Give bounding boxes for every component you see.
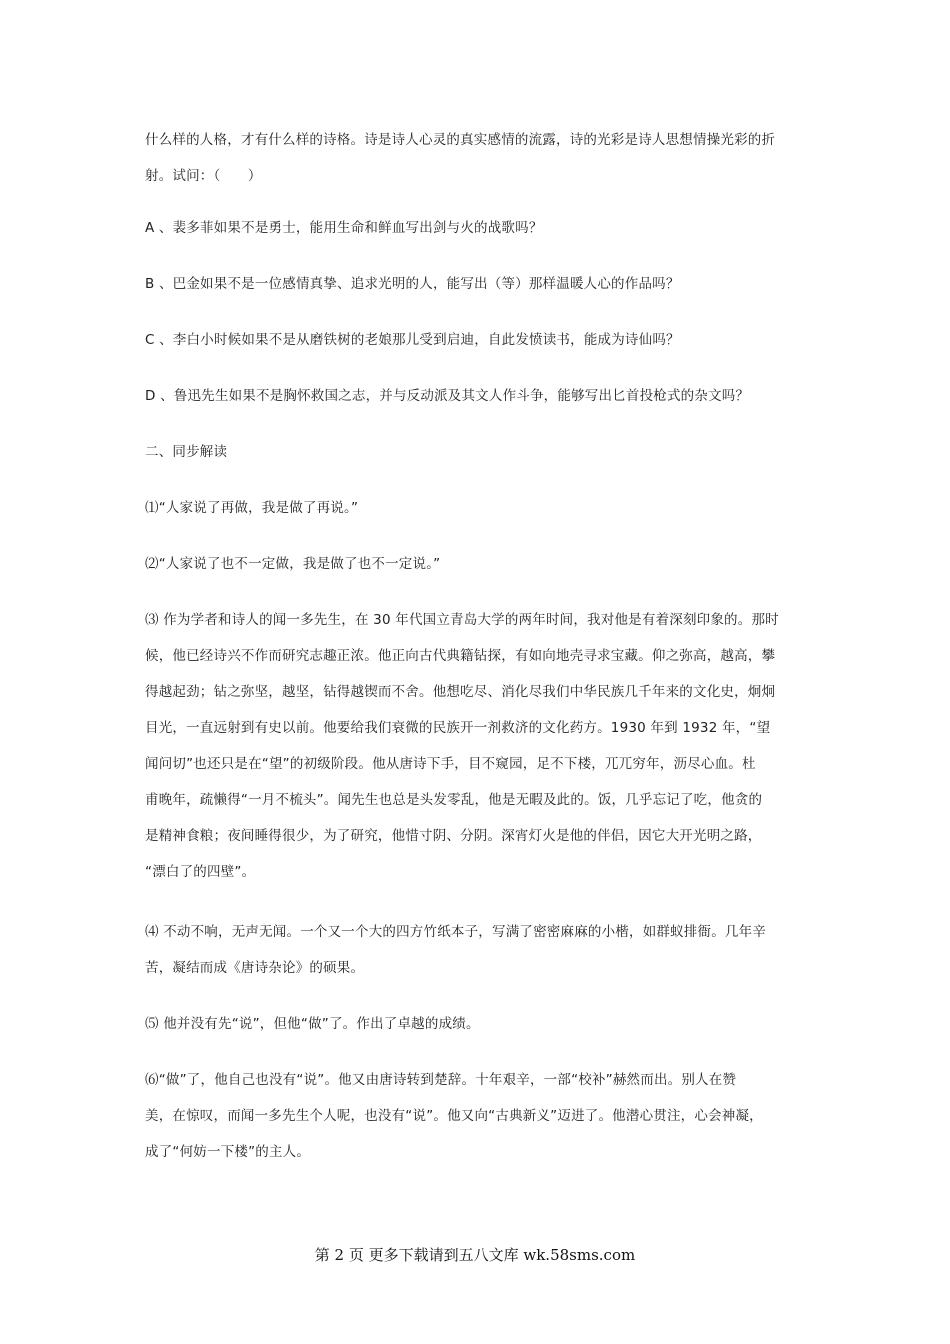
paragraph-line: 目光，一直远射到有史以前。他要给我们衰微的民族开一剂救济的文化药方。1930 年到 1932 年，“望 bbox=[145, 720, 771, 736]
paragraph-line: ⑶ 作为学者和诗人的闻一多先生，在 30 年代国立青岛大学的两年时间，我对他是有着深刻印象的。那时 bbox=[145, 612, 779, 628]
paragraph-line: 甫晚年，疏懒得“一月不梳头”。闻先生也总是头发零乱，他是无暇及此的。饭，几乎忘记了吃，他贪的 bbox=[145, 792, 763, 808]
section-heading: 二、同步解读 bbox=[145, 444, 228, 460]
paragraph-line: 成了“何妨一下楼”的主人。 bbox=[145, 1144, 311, 1160]
paragraph-line: 是精神食粮；夜间睡得很少，为了研究，他惜寸阴、分阴。深宵灯火是他的伴侣，因它大开光明之路， bbox=[145, 828, 762, 844]
option-b: B 、巴金如果不是一位感情真挚、追求光明的人，能写出（等）那样温暖人心的作品吗？ bbox=[145, 276, 680, 292]
paragraph-3 bbox=[145, 602, 817, 890]
paragraph-line: ⑹“做”了，他自己也没有“说”。他又由唐诗转到楚辞。十年艰辛，一部“校补”赫然而出。别人在赞 bbox=[145, 1072, 737, 1088]
paragraph-line: 苦，凝结而成《唐诗杂论》的硕果。 bbox=[145, 960, 365, 976]
paragraph-line: “漂白了的四壁”。 bbox=[145, 864, 256, 880]
intro-paragraph bbox=[145, 122, 817, 194]
intro-line: 射。试问：（ ） bbox=[145, 168, 262, 184]
paragraph-5: ⑸ 他并没有先“说”，但他“做”了。作出了卓越的成绩。 bbox=[145, 1016, 480, 1032]
option-d: D 、鲁迅先生如果不是胸怀救国之志，并与反动派及其文人作斗争，能够写出匕首投枪式的杂文吗？ bbox=[145, 388, 750, 404]
paragraph-line: 美，在惊叹，而闻一多先生个人呢，也没有“说”。他又向“古典新义”迈进了。他潜心贯注，心会神凝， bbox=[145, 1108, 763, 1124]
paragraph-1: ⑴“人家说了再做，我是做了再说。” bbox=[145, 500, 359, 516]
paragraph-line: ⑷ 不动不响，无声无闻。一个又一个大的四方竹纸本子，写满了密密麻麻的小楷，如群蚁排衙。几年辛 bbox=[145, 924, 766, 940]
paragraph-2: ⑵“人家说了也不一定做，我是做了也不一定说。” bbox=[145, 556, 441, 572]
paragraph-line: 得越起劲；钻之弥坚，越坚，钻得越锲而不舍。他想吃尽、消化尽我们中华民族几千年来的文化史，炯炯 bbox=[145, 684, 776, 700]
paragraph-6 bbox=[145, 1062, 817, 1170]
option-a: A 、裴多菲如果不是勇士，能用生命和鲜血写出剑与火的战歌吗？ bbox=[145, 220, 543, 236]
paragraph-line: 候，他已经诗兴不作而研究志趣正浓。他正向古代典籍钻探，有如向地壳寻求宝藏。仰之弥高，越高，攀 bbox=[145, 648, 776, 664]
page-footer: 第 2 页 更多下载请到五八文库 wk.58sms.com bbox=[314, 1246, 636, 1264]
paragraph-4 bbox=[145, 914, 817, 986]
option-c: C 、李白小时候如果不是从磨铁树的老娘那儿受到启迪，自此发愤读书，能成为诗仙吗？ bbox=[145, 332, 680, 348]
intro-line: 什么样的人格，才有什么样的诗格。诗是诗人心灵的真实感情的流露，诗的光彩是诗人思想情操光彩的折 bbox=[145, 132, 776, 148]
paragraph-line: 闻问切”也还只是在“望”的初级阶段。他从唐诗下手，目不窥园，足不下楼，兀兀穷年，沥尽心血。杜 bbox=[145, 756, 756, 772]
